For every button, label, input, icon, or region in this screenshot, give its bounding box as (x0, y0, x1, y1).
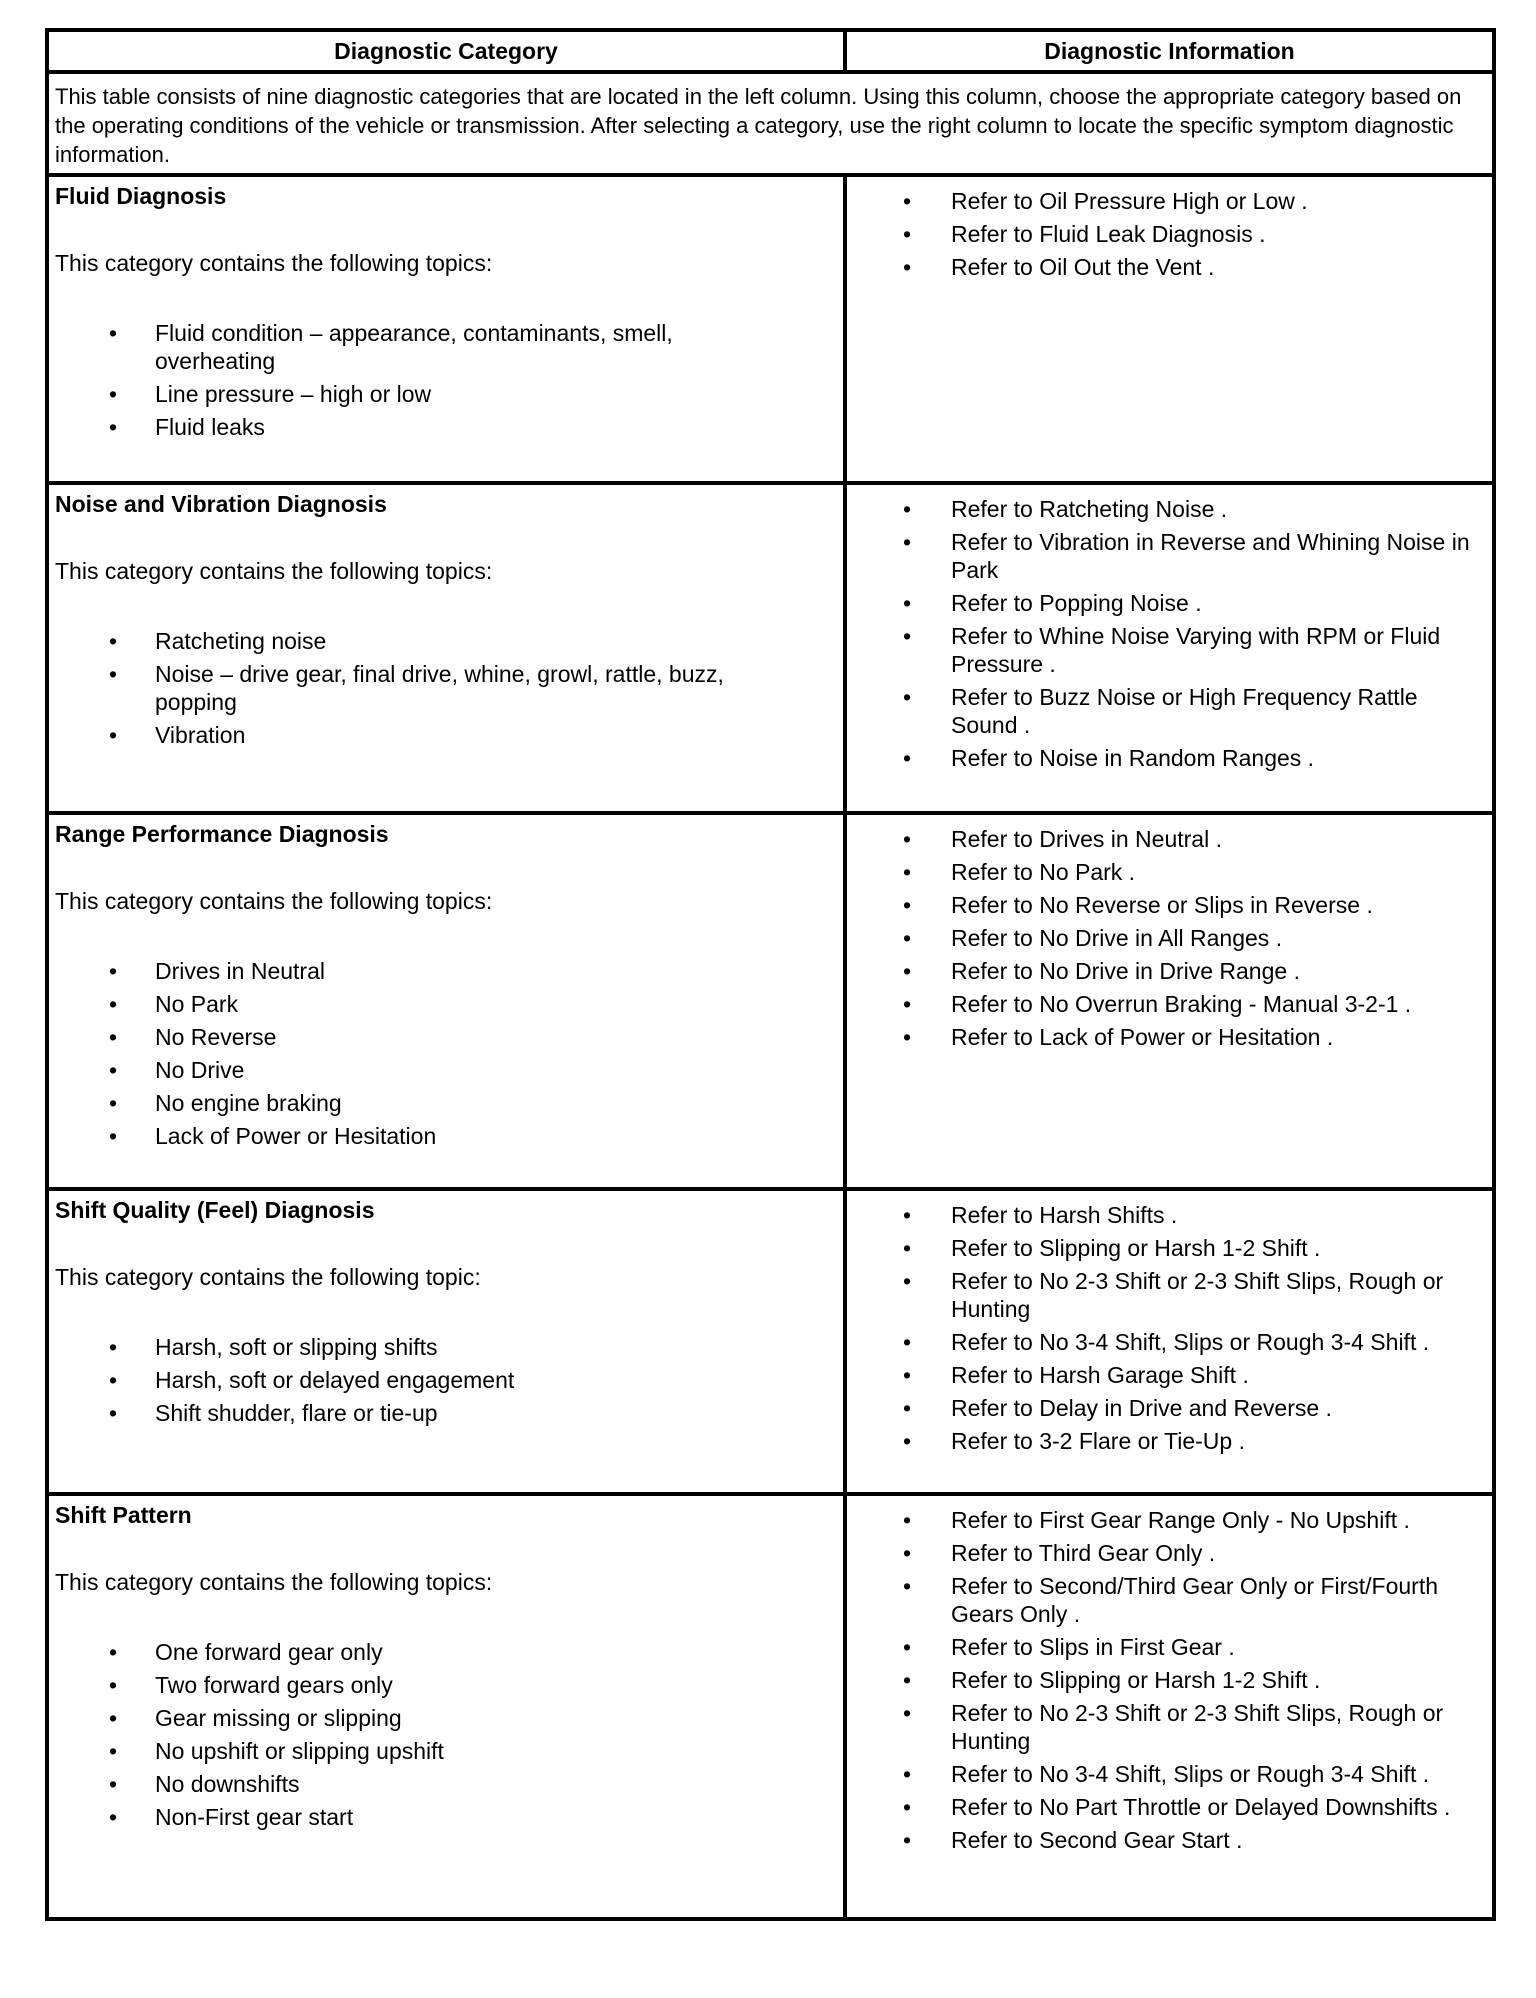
bullet-icon: • (109, 1090, 118, 1116)
bullet-icon: • (903, 859, 912, 885)
topic-item (55, 380, 837, 408)
bullet-icon: • (903, 1329, 912, 1355)
bullet-icon: • (109, 628, 118, 654)
reference-item (853, 1506, 1486, 1534)
reference-text: Refer to Slipping or Harsh 1-2 Shift . (951, 1667, 1321, 1693)
topic-text: Noise – drive gear, final drive, whine, growl, rattle, buzz, popping (155, 661, 724, 715)
category-row (47, 483, 1494, 813)
reference-item (853, 1760, 1486, 1788)
bullet-icon: • (109, 1123, 118, 1149)
topic-list (55, 1638, 837, 1831)
topic-list (55, 319, 837, 441)
topic-text: Shift shudder, flare or tie-up (155, 1400, 438, 1426)
topic-item (55, 1366, 837, 1394)
bullet-icon: • (903, 1761, 912, 1787)
category-row (47, 1189, 1494, 1494)
reference-text: Refer to Drives in Neutral . (951, 826, 1222, 852)
intro-text: This table consists of nine diagnostic categories that are located in the left column. Using this column, choose the appropriate category based on the operating conditions of the vehicle or transmission. After selecting a category, use the right column to locate the specific symptom diagnostic information. (47, 72, 1494, 175)
category-description: This category contains the following topics: (55, 558, 493, 584)
bullet-icon: • (109, 414, 118, 440)
bullet-icon: • (109, 958, 118, 984)
reference-text: Refer to Noise in Random Ranges . (951, 745, 1315, 771)
reference-item (853, 528, 1486, 584)
bullet-icon: • (903, 1235, 912, 1261)
bullet-icon: • (903, 1794, 912, 1820)
reference-item (853, 990, 1486, 1018)
category-cell (47, 813, 845, 1189)
reference-text: Refer to No 2-3 Shift or 2-3 Shift Slips, Rough or Hunting (951, 1268, 1444, 1322)
topic-text: Fluid leaks (155, 414, 265, 440)
topic-item (55, 1089, 837, 1117)
topic-item (55, 660, 837, 716)
bullet-icon: • (903, 590, 912, 616)
category-cell (47, 1494, 845, 1919)
bullet-icon: • (109, 1400, 118, 1426)
info-cell (845, 175, 1494, 483)
category-title: Range Performance Diagnosis (55, 821, 389, 847)
category-description: This category contains the following topics: (55, 1569, 493, 1595)
bullet-icon: • (109, 1367, 118, 1393)
topic-text: No engine braking (155, 1090, 342, 1116)
topic-text: No Drive (155, 1057, 245, 1083)
topic-text: Vibration (155, 722, 246, 748)
reference-text: Refer to No 2-3 Shift or 2-3 Shift Slips, Rough or Hunting (951, 1700, 1444, 1754)
header-row (47, 30, 1494, 72)
reference-text: Refer to Vibration in Reverse and Whining Noise in Park (951, 529, 1470, 583)
bullet-icon: • (903, 745, 912, 771)
bullet-icon: • (903, 684, 912, 710)
reference-list (853, 825, 1486, 1051)
reference-item (853, 1427, 1486, 1455)
topic-item (55, 319, 837, 375)
topic-item (55, 721, 837, 749)
reference-item (853, 1793, 1486, 1821)
reference-item (853, 957, 1486, 985)
reference-text: Refer to Second/Third Gear Only or First/Fourth Gears Only . (951, 1573, 1439, 1627)
topic-item (55, 1803, 837, 1831)
reference-text: Refer to Delay in Drive and Reverse . (951, 1395, 1332, 1421)
bullet-icon: • (109, 1057, 118, 1083)
bullet-icon: • (109, 1705, 118, 1731)
bullet-icon: • (903, 1268, 912, 1294)
topic-item (55, 1770, 837, 1798)
bullet-icon: • (109, 1024, 118, 1050)
reference-text: Refer to Slipping or Harsh 1-2 Shift . (951, 1235, 1321, 1261)
category-description: This category contains the following topics: (55, 250, 493, 276)
reference-item (853, 1666, 1486, 1694)
category-description: This category contains the following topic: (55, 1264, 481, 1290)
reference-text: Refer to Harsh Shifts . (951, 1202, 1178, 1228)
reference-list (853, 495, 1486, 772)
reference-text: Refer to Lack of Power or Hesitation . (951, 1024, 1334, 1050)
topic-text: One forward gear only (155, 1639, 383, 1665)
reference-text: Refer to 3-2 Flare or Tie-Up . (951, 1428, 1245, 1454)
topic-text: Lack of Power or Hesitation (155, 1123, 437, 1149)
reference-item (853, 858, 1486, 886)
reference-text: Refer to No Part Throttle or Delayed Downshifts . (951, 1794, 1451, 1820)
bullet-icon: • (109, 661, 118, 687)
reference-item (853, 253, 1486, 281)
topic-item (55, 1333, 837, 1361)
reference-item (853, 825, 1486, 853)
reference-list (853, 1201, 1486, 1455)
category-title: Noise and Vibration Diagnosis (55, 491, 387, 517)
reference-item (853, 589, 1486, 617)
reference-item (853, 1023, 1486, 1051)
reference-item (853, 1267, 1486, 1323)
topic-item (55, 1122, 837, 1150)
bullet-icon: • (109, 381, 118, 407)
reference-item (853, 1572, 1486, 1628)
reference-text: Refer to Harsh Garage Shift . (951, 1362, 1249, 1388)
topic-text: Harsh, soft or slipping shifts (155, 1334, 438, 1360)
bullet-icon: • (903, 254, 912, 280)
bullet-icon: • (109, 320, 118, 346)
topic-item (55, 1399, 837, 1427)
category-title: Fluid Diagnosis (55, 183, 227, 209)
topic-list (55, 957, 837, 1150)
reference-text: Refer to No 3-4 Shift, Slips or Rough 3-4 Shift . (951, 1761, 1430, 1787)
bullet-icon: • (903, 1540, 912, 1566)
bullet-icon: • (903, 1507, 912, 1533)
info-cell (845, 1189, 1494, 1494)
reference-text: Refer to Second Gear Start . (951, 1827, 1243, 1853)
reference-item (853, 187, 1486, 215)
topic-item (55, 1671, 837, 1699)
reference-list (853, 187, 1486, 281)
bullet-icon: • (903, 1024, 912, 1050)
reference-text: Refer to No Drive in Drive Range . (951, 958, 1300, 984)
topic-item (55, 1704, 837, 1732)
bullet-icon: • (109, 1771, 118, 1797)
topic-item (55, 1056, 837, 1084)
bullet-icon: • (903, 188, 912, 214)
topic-text: No upshift or slipping upshift (155, 1738, 444, 1764)
category-cell (47, 1189, 845, 1494)
bullet-icon: • (109, 991, 118, 1017)
reference-text: Refer to Fluid Leak Diagnosis . (951, 221, 1266, 247)
topic-item (55, 1737, 837, 1765)
reference-item (853, 744, 1486, 772)
reference-item (853, 1633, 1486, 1661)
intro-row (47, 72, 1494, 175)
topic-text: Line pressure – high or low (155, 381, 432, 407)
topic-text: Ratcheting noise (155, 628, 327, 654)
bullet-icon: • (903, 221, 912, 247)
reference-item (853, 1699, 1486, 1755)
reference-item (853, 924, 1486, 952)
reference-item (853, 891, 1486, 919)
topic-text: Harsh, soft or delayed engagement (155, 1367, 515, 1393)
bullet-icon: • (903, 991, 912, 1017)
topic-text: Drives in Neutral (155, 958, 325, 984)
bullet-icon: • (903, 623, 912, 649)
bullet-icon: • (903, 826, 912, 852)
header-diagnostic-information: Diagnostic Information (845, 30, 1494, 72)
info-cell (845, 813, 1494, 1189)
reference-item (853, 1539, 1486, 1567)
reference-item (853, 1826, 1486, 1854)
bullet-icon: • (903, 1395, 912, 1421)
bullet-icon: • (903, 925, 912, 951)
reference-text: Refer to Third Gear Only . (951, 1540, 1216, 1566)
bullet-icon: • (109, 1804, 118, 1830)
diagnostic-table (45, 28, 1496, 1921)
category-title: Shift Quality (Feel) Diagnosis (55, 1197, 375, 1223)
topic-item (55, 990, 837, 1018)
bullet-icon: • (903, 1667, 912, 1693)
info-cell (845, 1494, 1494, 1919)
topic-text: No downshifts (155, 1771, 300, 1797)
bullet-icon: • (109, 1334, 118, 1360)
reference-item (853, 1394, 1486, 1422)
reference-text: Refer to Ratcheting Noise . (951, 496, 1228, 522)
topic-text: Two forward gears only (155, 1672, 393, 1698)
topic-text: Non-First gear start (155, 1804, 354, 1830)
bullet-icon: • (903, 1634, 912, 1660)
bullet-icon: • (903, 496, 912, 522)
category-row (47, 813, 1494, 1189)
category-row (47, 1494, 1494, 1919)
bullet-icon: • (109, 1672, 118, 1698)
topic-list (55, 1333, 837, 1427)
reference-text: Refer to No 3-4 Shift, Slips or Rough 3-4 Shift . (951, 1329, 1430, 1355)
reference-item (853, 1328, 1486, 1356)
topic-text: Fluid condition – appearance, contaminants, smell, overheating (155, 320, 673, 374)
category-title: Shift Pattern (55, 1502, 192, 1528)
reference-text: Refer to First Gear Range Only - No Upshift . (951, 1507, 1410, 1533)
topic-item (55, 413, 837, 441)
topic-text: Gear missing or slipping (155, 1705, 402, 1731)
reference-item (853, 495, 1486, 523)
topic-list (55, 627, 837, 749)
reference-item (853, 220, 1486, 248)
category-row (47, 175, 1494, 483)
topic-text: No Park (155, 991, 239, 1017)
bullet-icon: • (903, 1573, 912, 1599)
reference-text: Refer to Whine Noise Varying with RPM or Fluid Pressure . (951, 623, 1441, 677)
reference-text: Refer to No Overrun Braking - Manual 3-2-1 . (951, 991, 1412, 1017)
topic-text: No Reverse (155, 1024, 277, 1050)
reference-text: Refer to No Drive in All Ranges . (951, 925, 1283, 951)
reference-item (853, 1361, 1486, 1389)
bullet-icon: • (109, 722, 118, 748)
reference-text: Refer to Oil Out the Vent . (951, 254, 1215, 280)
topic-item (55, 1023, 837, 1051)
reference-list (853, 1506, 1486, 1854)
category-cell (47, 175, 845, 483)
bullet-icon: • (903, 1700, 912, 1726)
bullet-icon: • (903, 529, 912, 555)
reference-text: Refer to No Park . (951, 859, 1136, 885)
bullet-icon: • (903, 1362, 912, 1388)
reference-text: Refer to Oil Pressure High or Low . (951, 188, 1308, 214)
category-cell (47, 483, 845, 813)
info-cell (845, 483, 1494, 813)
reference-item (853, 1201, 1486, 1229)
category-description: This category contains the following topics: (55, 888, 493, 914)
reference-item (853, 1234, 1486, 1262)
header-diagnostic-category: Diagnostic Category (47, 30, 845, 72)
reference-item (853, 622, 1486, 678)
topic-item (55, 1638, 837, 1666)
bullet-icon: • (903, 892, 912, 918)
reference-item (853, 683, 1486, 739)
bullet-icon: • (903, 1428, 912, 1454)
reference-text: Refer to Buzz Noise or High Frequency Rattle Sound . (951, 684, 1418, 738)
topic-item (55, 627, 837, 655)
bullet-icon: • (903, 958, 912, 984)
reference-text: Refer to Popping Noise . (951, 590, 1202, 616)
reference-text: Refer to No Reverse or Slips in Reverse . (951, 892, 1373, 918)
bullet-icon: • (903, 1827, 912, 1853)
reference-text: Refer to Slips in First Gear . (951, 1634, 1235, 1660)
bullet-icon: • (109, 1738, 118, 1764)
bullet-icon: • (109, 1639, 118, 1665)
bullet-icon: • (903, 1202, 912, 1228)
topic-item (55, 957, 837, 985)
